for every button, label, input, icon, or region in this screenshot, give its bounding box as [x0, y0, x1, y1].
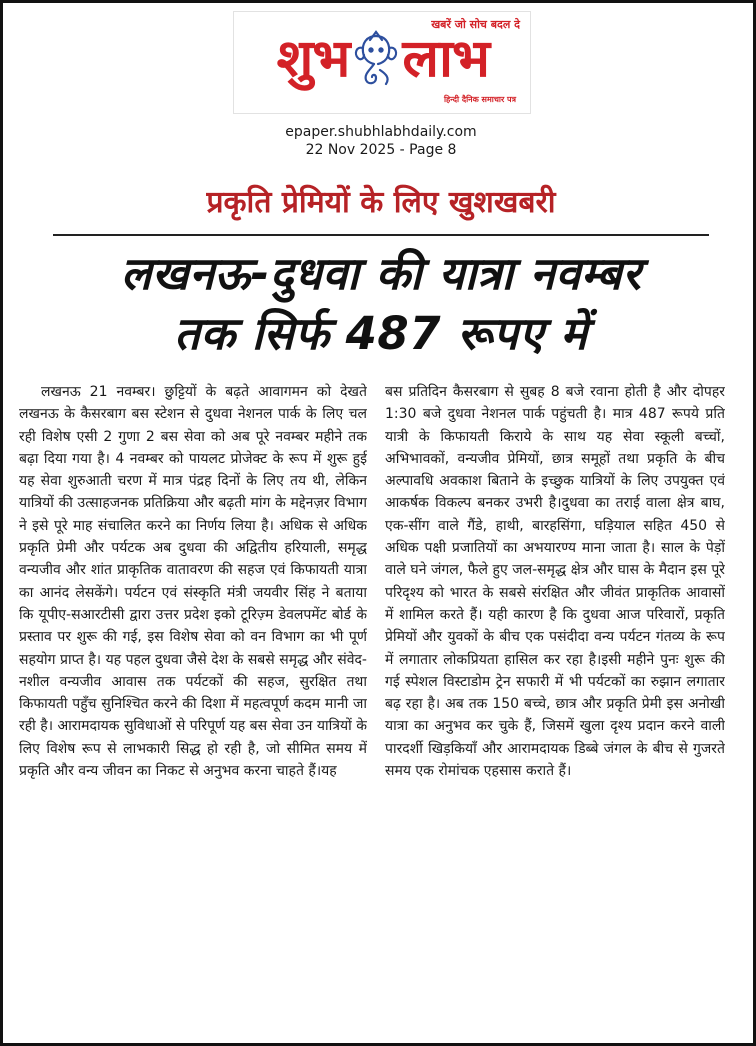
headline-line-1: लखनऊ-दुधवा की यात्रा नवम्बर	[120, 247, 642, 300]
article-headline	[23, 244, 739, 364]
logo-word-left: शुभ	[276, 29, 350, 89]
masthead-subtitle: हिन्दी दैनिक समाचार पत्र	[443, 95, 516, 104]
source-url: epaper.shubhlabhdaily.com	[285, 124, 477, 140]
logo-word-right: लाभ	[402, 29, 490, 89]
masthead	[233, 11, 531, 114]
masthead-tagline: खबरें जो सोच बदल दे	[431, 18, 520, 31]
headline-divider	[53, 234, 709, 236]
article-column-right: बस प्रतिदिन कैसरबाग से सुबह 8 बजे रवाना होती है और दोपहर 1:30 बजे दुधवा नेशनल पार्क पहुंचती है। मात्र 487 रूपये प्रति यात्री के किफायती किराये के साथ यह सेवा स्कूली बच्चों, अभिभावकों, वन्यजीव प्रेमियों, छात्र समूहों तथा प्रकृति के बीच अल्पावधि अवकाश बिताने के इच्छुक यात्रियों के लिए उपयुक्त एवं आकर्षक विकल्प बनकर उभरी है।दुधवा का तराई वाला क्षेत्र बाघ, एक-सींग वाले गैंडे, हाथी, बारहसिंगा, घड़ियाल सहित 450 से अधिक पक्षी प्रजातियों का अभयारण्य माना जाता है। साल के पेड़ों वाले घने जंगल, फैले हुए जल-समृद्ध क्षेत्र और घास के मैदान इस पूरे परिदृश्य को भारत के सबसे संरक्षित और जीवंत प्राकृतिक आवासों में शामिल करते हैं। यही कारण है कि दुधवा आज परिवारों, प्रकृति प्रेमियों और युवकों के बीच एक पसंदीदा वन्य पर्यटन गंतव्य के रूप में लगातार लोकप्रियता हासिल कर रहा है।इसी महीने पुनः शुरू की गई स्पेशल विस्टाडोम ट्रेन सफारी में भी पर्यटकों का रुझान लगातार बढ़ रहा है। अब तक 150 बच्चे, छात्र और प्रकृति प्रेमी इस अनोखी यात्रा का अनुभव कर चुके हैं, जिसमें खुला दृश्य प्रदान करने वाली पारदर्शी खिड़कियाँ और आरामदायक डिब्बे जंगल के बीच से गुजरते समय एक रोमांचक एहसास कराते हैं।	[385, 384, 725, 780]
source-info	[3, 123, 756, 159]
article-kicker: प्रकृति प्रेमियों के लिए खुशखबरी	[206, 185, 556, 220]
headline-line-2: तक सिर्फ 487 रूपए में	[174, 307, 588, 360]
article-column-left: लखनऊ 21 नवम्बर। छुट्टियों के बढ़ते आवागमन को देखते लखनऊ के कैसरबाग बस स्टेशन से दुधवा नेशनल पार्क के लिए चल रही विशेष एसी 2 गुणा 2 बस सेवा को अब पूरे नवम्बर महीने तक बढ़ा दिया गया है। 4 नवम्बर को पायलट प्रोजेक्ट के रूप में शुरू हुई यह सेवा शुरुआती चरण में मात्र पंद्रह दिनों के लिए तय थी, लेकिन यात्रियों की उत्साहजनक प्रतिक्रिया और बढ़ती मांग के मद्देनज़र विभाग ने इसे पूरे माह संचालित करने का निर्णय लिया है। अधिक से अधिक प्रकृति प्रेमी और पर्यटक अब दुधवा की अद्वितीय हरियाली, समृद्ध वन्यजीव और शांत प्राकृतिक वातावरण की सहज एवं किफायती यात्रा का आनंद लेसकेंगे। पर्यटन एवं संस्कृति मंत्री जयवीर सिंह ने बताया कि यूपीए-सआरटीसी द्वारा उत्तर प्रदेश इको टूरिज़्म डेवलपमेंट बोर्ड के प्रस्ताव पर शुरू की गई, इस विशेष सेवा को वन विभाग का भी पूर्ण सहयोग प्राप्त है। यह पहल दुधवा जैसे देश के सबसे समृद्ध और संवेद-नशील वन्यजीव आवास तक पर्यटकों की सहज, सुरक्षित तथा किफायती पहुँच सुनिश्चित करने की दिशा में महत्वपूर्ण कदम मानी जा रही है। आरामदायक सुविधाओं से परिपूर्ण यह बस सेवा उन यात्रियों के लिए विशेष रूप से लाभकारी सिद्ध हो रही है, जो सीमित समय में प्रकृति और वन्य जीवन का निकट से अनुभव करना चाहते हैं।यह	[19, 384, 367, 780]
edition-date: 22 Nov 2025 - Page 8	[305, 142, 457, 158]
ganesha-icon	[350, 30, 402, 88]
newspaper-logo	[242, 26, 524, 92]
